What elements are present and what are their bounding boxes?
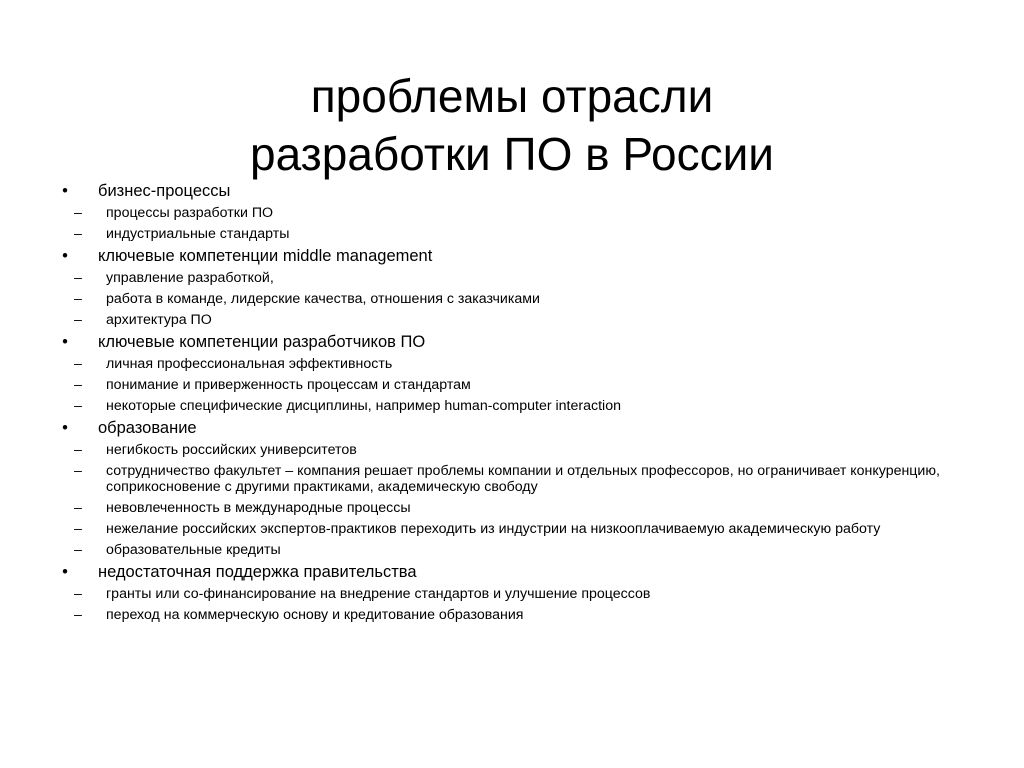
dash-icon: – [74, 521, 82, 537]
sub-item-text: индустриальные стандарты [106, 226, 290, 242]
sub-list-item [60, 521, 960, 537]
dash-icon: – [74, 291, 82, 307]
sub-list-item [60, 356, 960, 372]
sub-item-text: негибкость российских университетов [106, 442, 357, 458]
sub-item-text: переход на коммерческую основу и кредитование образования [106, 607, 524, 623]
sub-list [60, 356, 960, 414]
slide-title [0, 67, 1024, 183]
dash-icon: – [74, 607, 82, 623]
dash-icon: – [74, 205, 82, 221]
dash-icon: – [74, 312, 82, 328]
sub-list [60, 442, 960, 558]
bullet-icon: • [62, 563, 68, 581]
bullet-item [60, 419, 960, 438]
dash-icon: – [74, 463, 82, 479]
sub-list [60, 586, 960, 623]
sub-item-text: гранты или со-финансирование на внедрение стандартов и улучшение процессов [106, 586, 651, 602]
bullet-icon: • [62, 247, 68, 265]
sub-item-text: невовлеченность в международные процессы [106, 500, 411, 516]
sub-list-item [60, 586, 960, 602]
dash-icon: – [74, 356, 82, 372]
sub-list [60, 270, 960, 328]
sub-list-item [60, 291, 960, 307]
sub-list-item [60, 463, 960, 495]
bullet-heading-education: образование [98, 419, 197, 437]
bullet-item [60, 563, 960, 582]
slide-title-line-1: проблемы отрасли [310, 69, 714, 122]
sub-item-text: процессы разработки ПО [106, 205, 274, 221]
sub-item-text: понимание и приверженность процессам и стандартам [106, 377, 471, 393]
sub-list-item [60, 205, 960, 221]
bullet-heading-developer-competencies: ключевые компетенции разработчиков ПО [98, 333, 426, 351]
sub-list-item [60, 442, 960, 458]
dash-icon: – [74, 377, 82, 393]
sub-item-text: образовательные кредиты [106, 542, 281, 558]
bullet-heading-business-processes: бизнес-процессы [98, 182, 231, 200]
bullet-heading-government-support: недостаточная поддержка правительства [98, 563, 417, 581]
bullet-item [60, 333, 960, 352]
sub-list-item [60, 542, 960, 558]
dash-icon: – [74, 270, 82, 286]
slide-content [60, 182, 960, 628]
sub-item-text: некоторые специфические дисциплины, например human-computer interaction [106, 398, 621, 414]
sub-item-text: нежелание российских экспертов-практиков переходить из индустрии на низкооплачиваемую академическую работу [106, 521, 881, 537]
sub-item-text: сотрудничество факультет – компания решает проблемы компании и отдельных профессоров, но ограничивает конкуренцию, соприкосновение с другими практиками, академическую свободу [106, 463, 940, 495]
sub-list-item [60, 377, 960, 393]
dash-icon: – [74, 398, 82, 414]
sub-list-item [60, 226, 960, 242]
dash-icon: – [74, 500, 82, 516]
bullet-icon: • [62, 182, 68, 200]
dash-icon: – [74, 226, 82, 242]
dash-icon: – [74, 442, 82, 458]
sub-list-item [60, 398, 960, 414]
sub-list-item [60, 312, 960, 328]
dash-icon: – [74, 586, 82, 602]
sub-list-item [60, 500, 960, 516]
slide-title-line-2: разработки ПО в России [250, 127, 774, 180]
bullet-heading-middle-management: ключевые компетенции middle management [98, 247, 433, 265]
sub-list-item [60, 607, 960, 623]
sub-item-text: архитектура ПО [106, 312, 212, 328]
sub-item-text: работа в команде, лидерские качества, отношения с заказчиками [106, 291, 540, 307]
sub-list-item [60, 270, 960, 286]
bullet-item [60, 182, 960, 201]
sub-item-text: личная профессиональная эффективность [106, 356, 393, 372]
sub-list [60, 205, 960, 242]
dash-icon: – [74, 542, 82, 558]
bullet-item [60, 247, 960, 266]
bullet-icon: • [62, 419, 68, 437]
sub-item-text: управление разработкой, [106, 270, 274, 286]
bullet-icon: • [62, 333, 68, 351]
